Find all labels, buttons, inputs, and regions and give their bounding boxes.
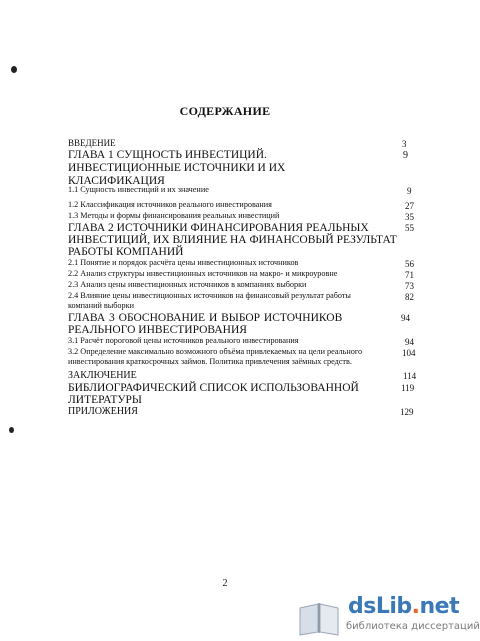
- watermark-logo: [348, 594, 459, 619]
- toc-entry-ch2-line2: ИНВЕСТИЦИЙ, ИХ ВЛИЯНИЕ НА ФИНАНСОВЫЙ РЕЗУЛЬТАТ: [68, 234, 397, 246]
- toc-entry-3-1: 3.1 Расчёт пороговой цены источников реального инвестирования: [68, 336, 299, 345]
- toc-page-1-2: 27: [405, 201, 414, 211]
- page-title: СОДЕРЖАНИЕ: [179, 104, 271, 118]
- toc-page-3-2: 104: [402, 348, 416, 358]
- dslib-watermark[interactable]: [286, 592, 480, 641]
- toc-entry-2-3: 2.3 Анализ цены инвестиционных источников в компаниях выборки: [68, 280, 307, 289]
- toc-page-2-4: 82: [405, 292, 414, 302]
- toc-page-ch3: 94: [401, 313, 410, 323]
- toc-page-intro: 3: [402, 139, 407, 149]
- toc-entry-ch1-line3: КЛАСИФИКАЦИЯ: [68, 175, 165, 187]
- toc-entry-1-1: 1.1 Сущность инвестиций и их значение: [68, 185, 209, 194]
- toc-entry-intro: ВВЕДЕНИЕ: [68, 138, 116, 148]
- toc-page-appendices: 129: [400, 407, 414, 417]
- toc-page-ch2: 55: [405, 223, 414, 233]
- book-icon: [296, 598, 342, 638]
- toc-entry-2-1: 2.1 Понятие и порядок расчёта цены инвестиционных источников: [68, 258, 299, 267]
- toc-entry-ch3-line2: РЕАЛЬНОГО ИНВЕСТИРОВАНИЯ: [68, 324, 247, 336]
- toc-entry-ch3-line1: ГЛАВА 3 ОБОСНОВАНИЕ И ВЫБОР ИСТОЧНИКОВ: [68, 312, 343, 324]
- toc-page-2-1: 56: [405, 259, 414, 269]
- toc-page-2-3: 73: [405, 281, 414, 291]
- toc-entry-2-4-line1: 2.4 Влияние цены инвестиционных источников на финансовый результат работы: [68, 291, 351, 300]
- toc-entry-ch1-line1: ГЛАВА 1 СУЩНОСТЬ ИНВЕСТИЦИЙ.: [68, 149, 267, 161]
- logo-tld: net: [419, 594, 460, 619]
- logo-main: dsLib: [348, 594, 412, 619]
- toc-page-2-2: 71: [405, 270, 414, 280]
- toc-entry-2-4-line2: компаний выборки: [68, 301, 134, 310]
- toc-entry-conclusion: ЗАКЛЮЧЕНИЕ: [68, 370, 137, 381]
- logo-dot: .: [411, 594, 420, 619]
- page-number: 2: [222, 578, 228, 589]
- toc-entry-appendices: ПРИЛОЖЕНИЯ: [68, 406, 138, 417]
- toc-entry-2-2: 2.2 Анализ структуры инвестиционных источников на макро- и микроуровне: [68, 269, 338, 278]
- toc-entry-3-2-line2: инвестирования краткосрочных займов. Политика привлечения заёмных средств.: [68, 357, 352, 366]
- toc-page-ch1: 9: [403, 150, 408, 161]
- toc-entry-ch2-line1: ГЛАВА 2 ИСТОЧНИКИ ФИНАНСИРОВАНИЯ РЕАЛЬНЫХ: [68, 222, 369, 234]
- toc-page-3-1: 94: [405, 337, 414, 347]
- toc-entry-1-3: 1.3 Методы и формы финансирования реальных инвестиций: [68, 211, 280, 220]
- toc-page-1-3: 35: [405, 212, 414, 222]
- toc-page-1-1: 9: [407, 186, 412, 196]
- toc-entry-bibliography-line1: БИБЛИОГРАФИЧЕСКИЙ СПИСОК ИСПОЛЬЗОВАННОЙ: [68, 382, 359, 394]
- toc-entry-3-2-line1: 3.2 Определение максимально возможного объёма привлекаемых на цели реального: [68, 347, 363, 356]
- toc-entry-ch2-line3: РАБОТЫ КОМПАНИЙ: [68, 246, 184, 258]
- toc-entry-bibliography-line2: ЛИТЕРАТУРЫ: [68, 394, 142, 406]
- toc-page-conclusion: 114: [403, 371, 417, 381]
- toc-entry-ch1-line2: ИНВЕСТИЦИОННЫЕ ИСТОЧНИКИ И ИХ: [68, 162, 286, 174]
- toc-entry-1-2: 1.2 Классификация источников реального инвестирования: [68, 200, 272, 209]
- watermark-subtitle: библиотека диссертаций: [346, 621, 480, 632]
- toc-page-bibliography: 119: [401, 383, 415, 393]
